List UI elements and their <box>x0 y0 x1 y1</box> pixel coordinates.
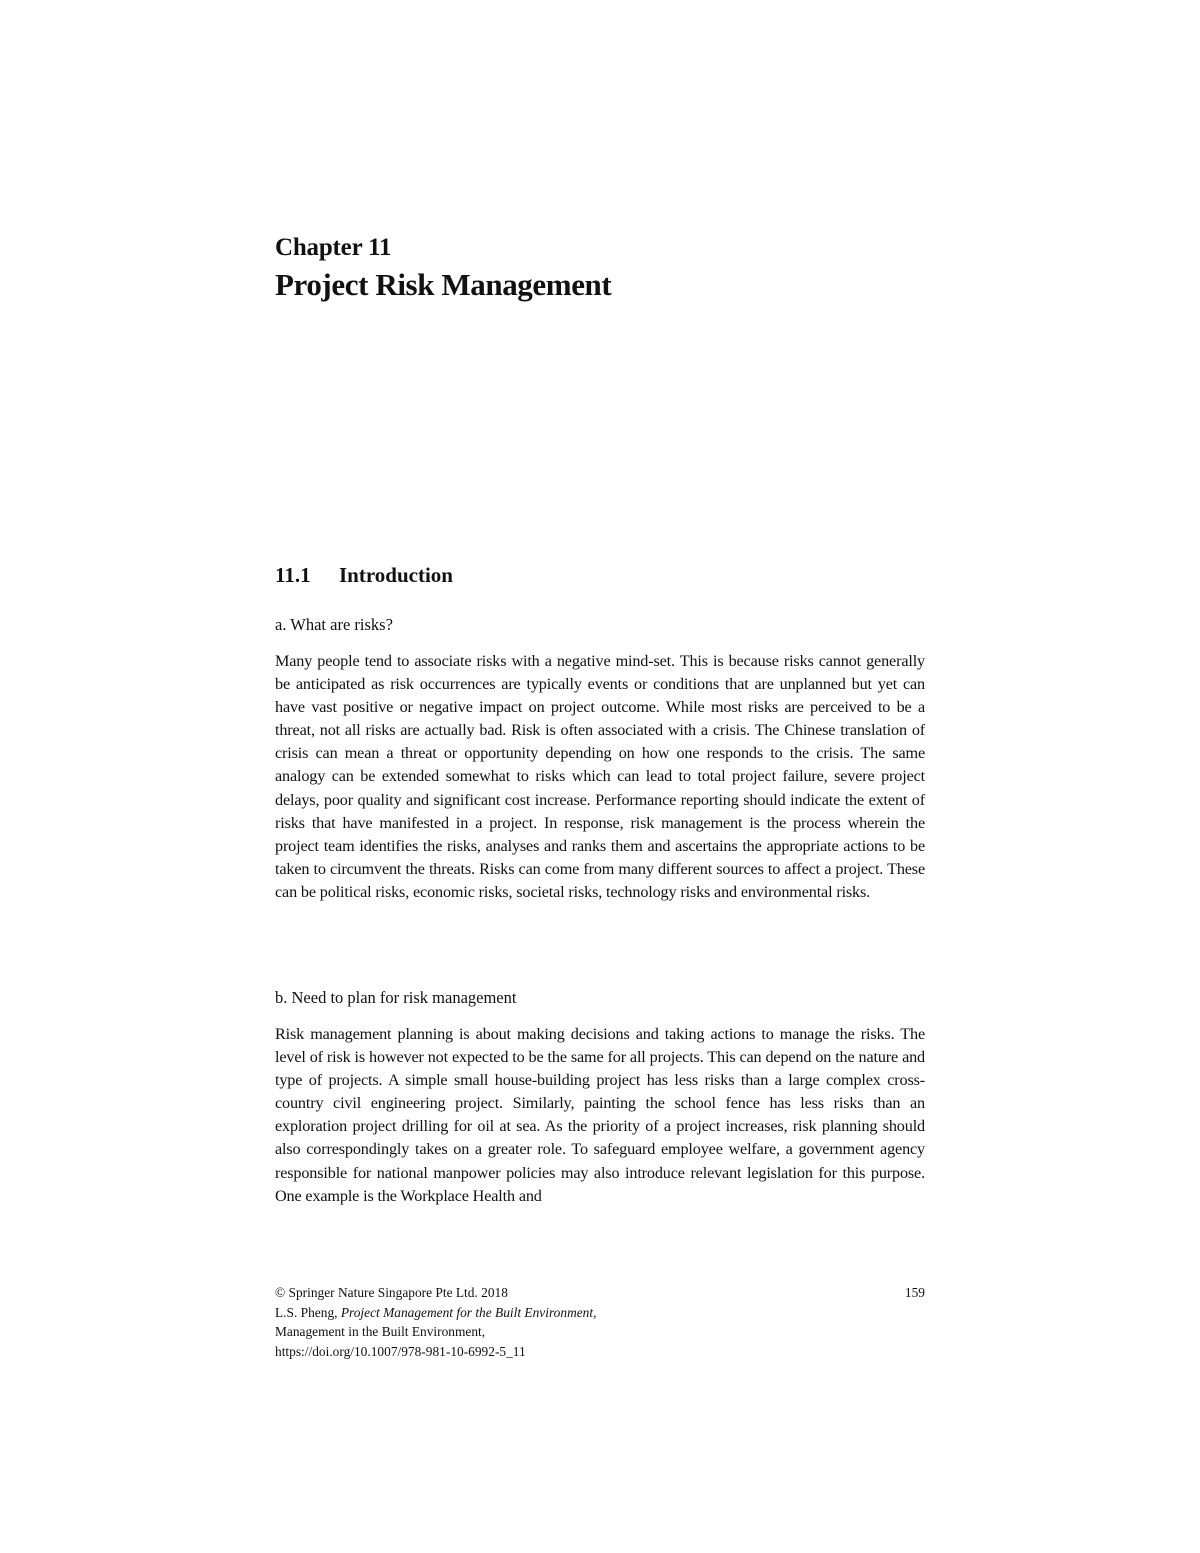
subsection-heading-a: a. What are risks? <box>275 615 393 634</box>
subsection-heading-b: b. Need to plan for risk management <box>275 988 517 1007</box>
footer-citation <box>275 1283 925 1361</box>
book-title: Project Management for the Built Environment <box>340 1304 594 1320</box>
author-line <box>275 1303 925 1323</box>
page-number: 159 <box>904 1285 925 1300</box>
section-title: Introduction <box>339 563 453 587</box>
author-name: L.S. Pheng, <box>275 1304 341 1320</box>
section-heading <box>275 561 453 589</box>
doi-link[interactable]: https://doi.org/10.1007/978-981-10-6992-5_11 <box>275 1343 526 1359</box>
series-line: Management in the Built Environment, <box>275 1324 486 1339</box>
paragraph-risk-planning: Risk management planning is about making decisions and taking actions to manage the risks. The level of risk is however not expected to be the same for all projects. This can depend on the nature and type of projects. A simple small house-building project has less risks than a large complex cross-country civil engineering project. Similarly, painting the school fence has less risks than an exploration project drilling for oil at sea. As the priority of a project increases, risk planning should also correspondingly takes on a greater role. To safeguard employee welfare, a government agency responsible for national manpower policies may also introduce relevant legislation for this purpose. One example is the Workplace Health and <box>275 1025 925 1205</box>
section-number: 11.1 <box>275 563 311 587</box>
paragraph-what-are-risks: Many people tend to associate risks with a negative mind-set. This is because risks cannot generally be anticipated as risk occurrences are typically events or conditions that are unplanned but yet can have vast positive or negative impact on project outcome. While most risks are perceived to be a threat, not all risks are actually bad. Risk is often associated with a crisis. The Chinese translation of crisis can mean a threat or opportunity depending on how one responds to the crisis. The same analogy can be extended somewhat to risks which can lead to total project failure, severe project delays, poor quality and significant cost increase. Performance reporting should indicate the extent of risks that have manifested in a project. In response, risk management is the process wherein the project team identifies the risks, analyses and ranks them and ascertains the appropriate actions to be taken to circumvent the threats. Risks can come from many different sources to affect a project. These can be political risks, economic risks, societal risks, technology risks and environmental risks. <box>275 652 925 901</box>
chapter-title: Project Risk Management <box>275 267 612 302</box>
copyright-line: © Springer Nature Singapore Pte Ltd. 2018 <box>275 1285 508 1300</box>
chapter-label: Chapter 11 <box>275 234 392 261</box>
book-title-suffix: , <box>593 1304 597 1320</box>
